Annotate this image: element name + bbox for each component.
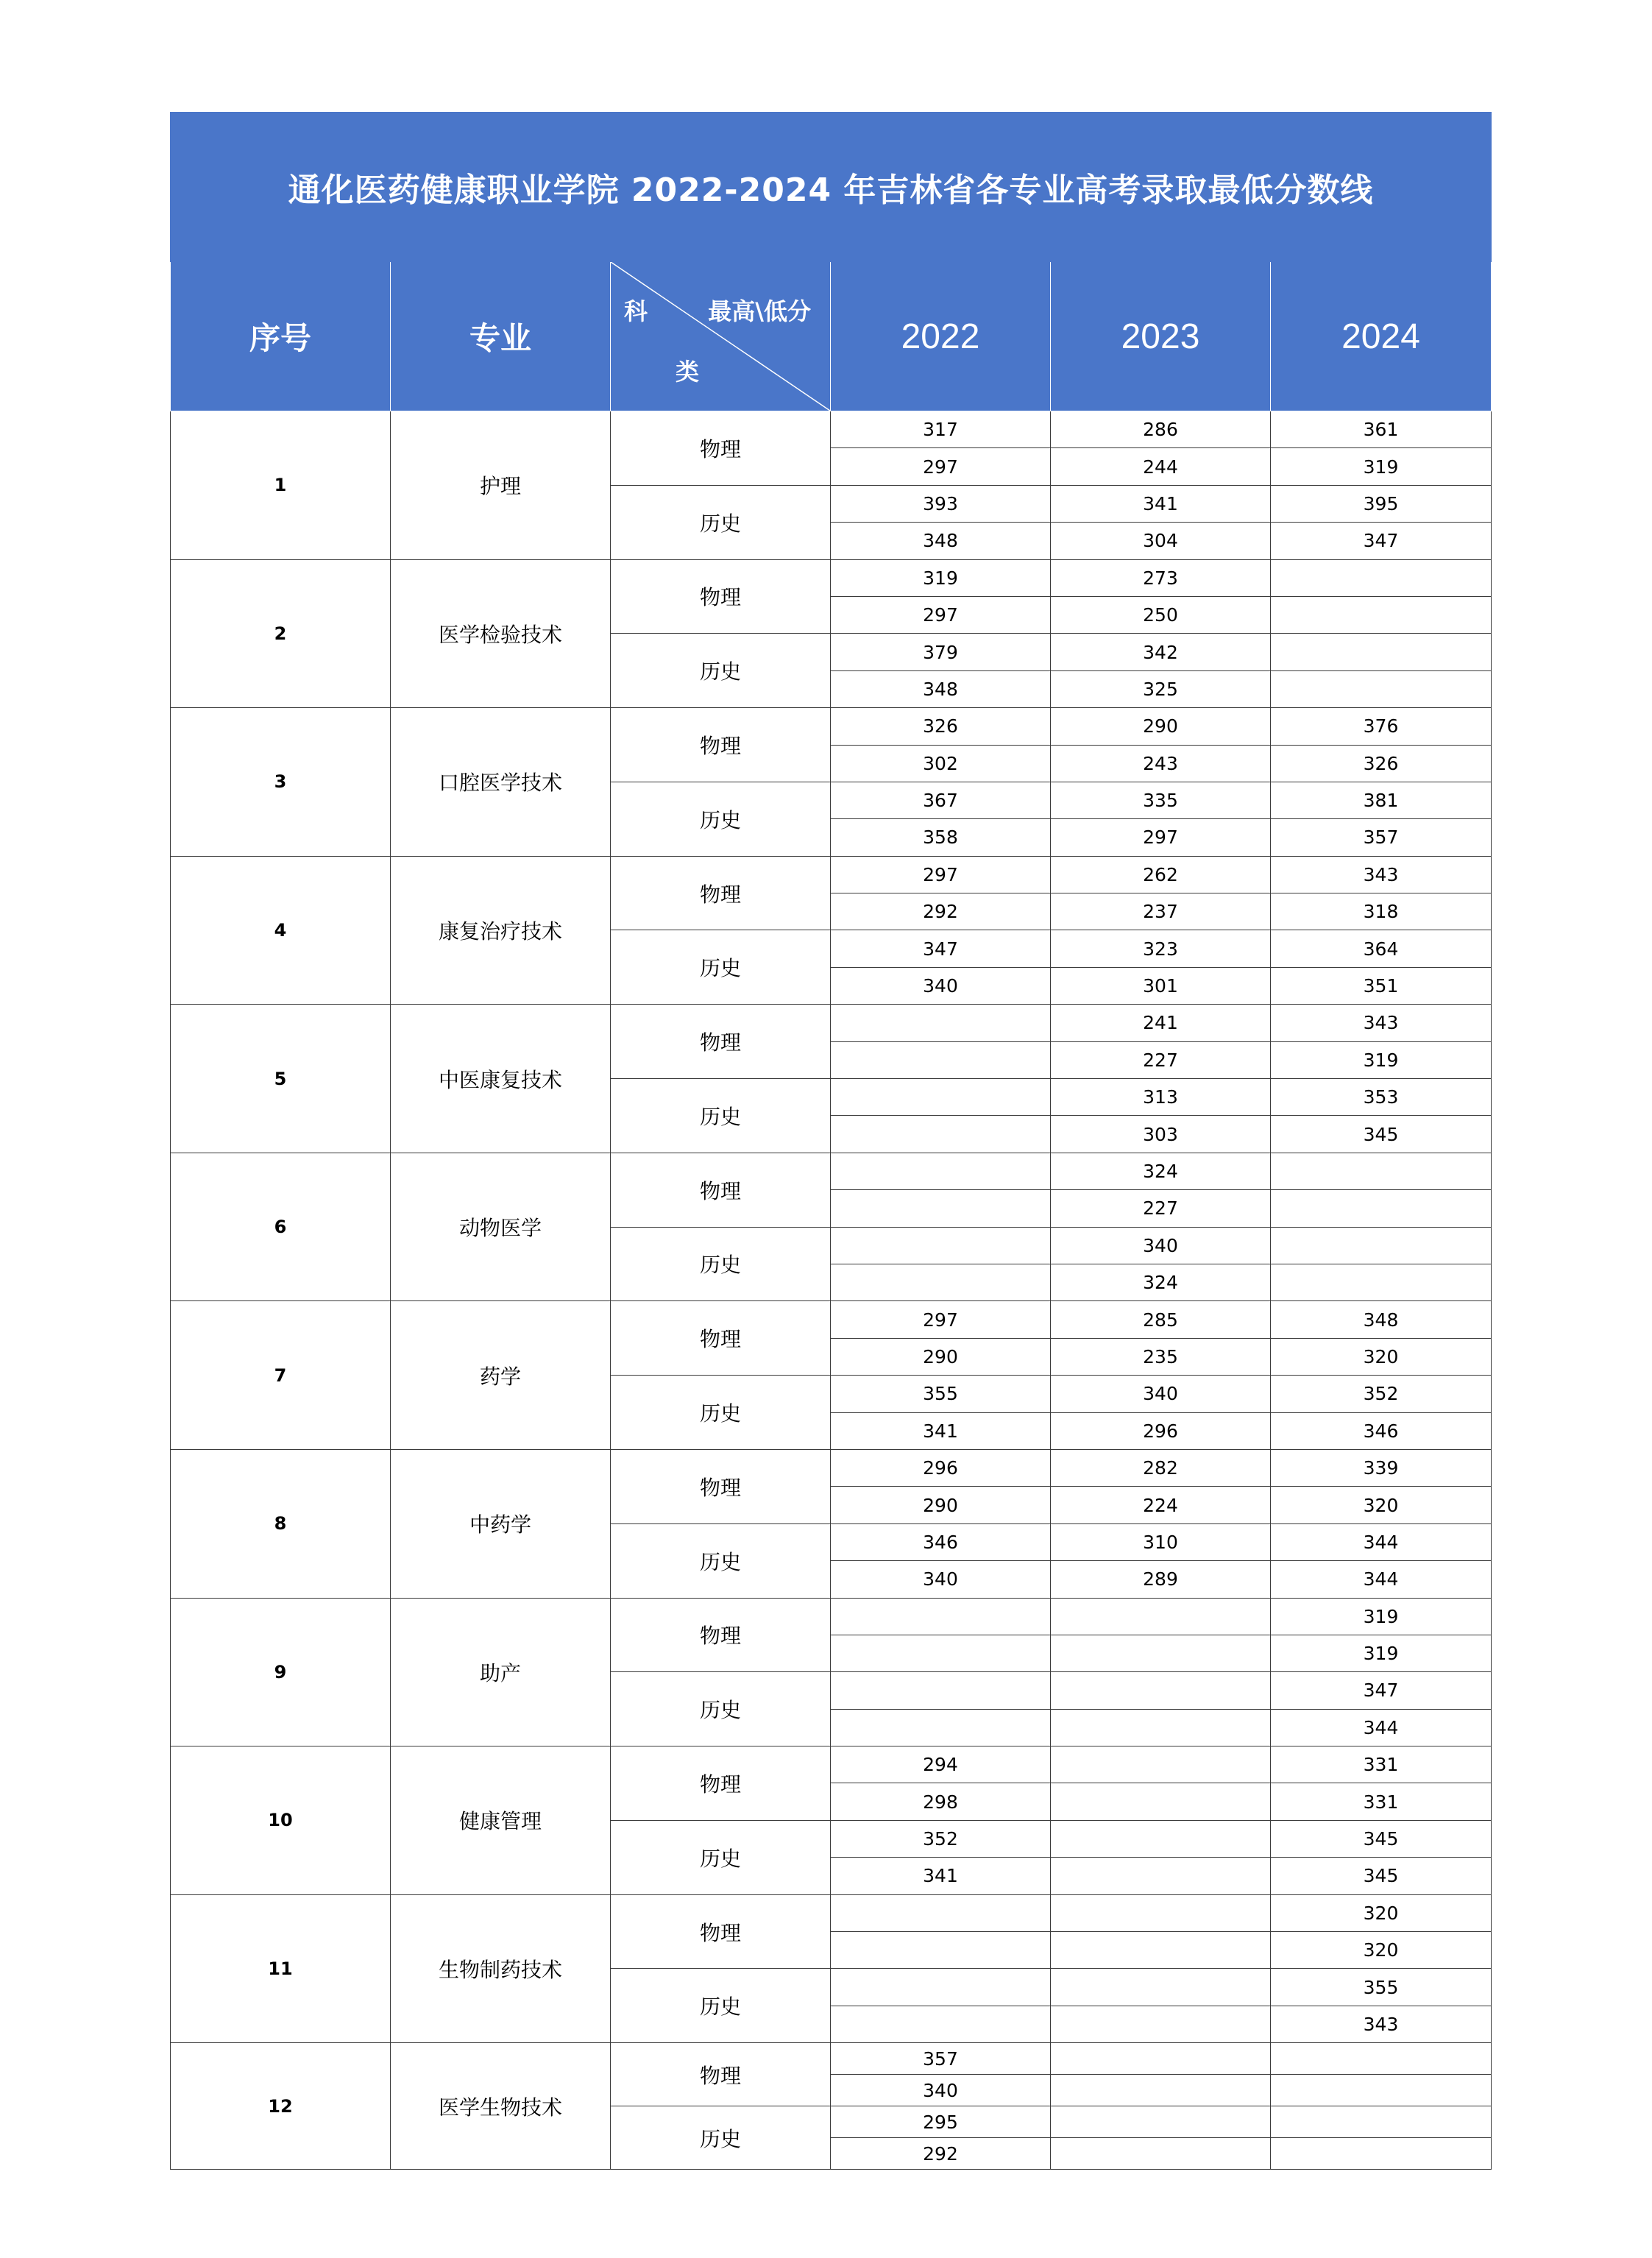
score-cell: 331: [1271, 1783, 1492, 1820]
score-cell: 310: [1051, 1523, 1271, 1560]
score-cell: 355: [831, 1376, 1051, 1412]
score-cell: 295: [831, 2106, 1051, 2138]
row-index: 1: [171, 411, 391, 560]
score-cell: 347: [1271, 1672, 1492, 1709]
score-cell: 347: [1271, 523, 1492, 559]
table-row: [171, 1449, 1492, 1486]
score-cell: [831, 1079, 1051, 1116]
score-cell: 290: [831, 1338, 1051, 1375]
score-cell: 379: [831, 634, 1051, 670]
score-cell: [831, 1932, 1051, 1969]
row-index: 11: [171, 1894, 391, 2043]
score-cell: [831, 1598, 1051, 1635]
score-cell: 351: [1271, 967, 1492, 1004]
score-cell: [831, 1227, 1051, 1264]
row-major: 中医康复技术: [391, 1005, 611, 1153]
header-year-2023: 2023: [1051, 262, 1271, 411]
header-index: 序号: [171, 262, 391, 411]
row-major: 护理: [391, 411, 611, 560]
score-cell: 297: [1051, 819, 1271, 856]
subject-history: 历史: [611, 1969, 831, 2043]
diagonal-divider: [611, 262, 830, 411]
score-cell: [831, 1894, 1051, 1931]
subject-history: 历史: [611, 2106, 831, 2170]
row-major: 医学生物技术: [391, 2043, 611, 2170]
row-index: 12: [171, 2043, 391, 2170]
score-cell: 348: [1271, 1301, 1492, 1338]
score-cell: [1271, 559, 1492, 596]
score-cell: [831, 1264, 1051, 1300]
score-cell: 319: [1271, 448, 1492, 485]
score-cell: 348: [831, 523, 1051, 559]
score-cell: [1051, 2106, 1271, 2138]
row-major: 中药学: [391, 1449, 611, 1598]
score-cell: 320: [1271, 1487, 1492, 1523]
subject-history: 历史: [611, 1227, 831, 1301]
row-major: 药学: [391, 1301, 611, 1450]
score-cell: 289: [1051, 1561, 1271, 1598]
score-cell: 241: [1051, 1005, 1271, 1041]
score-cell: 361: [1271, 411, 1492, 448]
score-cell: [831, 1190, 1051, 1227]
score-cell: 262: [1051, 856, 1271, 893]
score-cell: 357: [1271, 819, 1492, 856]
score-cell: 324: [1051, 1264, 1271, 1300]
score-cell: 290: [1051, 708, 1271, 745]
score-cell: 341: [831, 1412, 1051, 1449]
title-row: [171, 113, 1492, 262]
score-cell: 294: [831, 1746, 1051, 1783]
score-cell: 358: [831, 819, 1051, 856]
score-cell: [1051, 1709, 1271, 1746]
subject-history: 历史: [611, 782, 831, 856]
score-cell: 227: [1051, 1190, 1271, 1227]
row-major: 医学检验技术: [391, 559, 611, 708]
score-cell: [831, 1116, 1051, 1153]
score-cell: [1051, 1820, 1271, 1857]
score-cell: 244: [1051, 448, 1271, 485]
row-index: 3: [171, 708, 391, 857]
header-diag-ke: 科: [624, 297, 648, 325]
header-diag-top: 最高\低分: [708, 297, 811, 325]
score-cell: [1271, 1190, 1492, 1227]
score-cell: [1051, 2043, 1271, 2075]
score-cell: 317: [831, 411, 1051, 448]
header-year-2024: 2024: [1271, 262, 1492, 411]
header-row: [171, 262, 1492, 411]
score-cell: 393: [831, 485, 1051, 522]
score-cell: 340: [831, 2075, 1051, 2106]
score-cell: 320: [1271, 1338, 1492, 1375]
row-major: 口腔医学技术: [391, 708, 611, 857]
score-cell: [831, 1969, 1051, 2006]
score-cell: 297: [831, 596, 1051, 633]
score-cell: 340: [831, 1561, 1051, 1598]
score-cell: [1271, 634, 1492, 670]
score-cell: 348: [831, 670, 1051, 707]
score-cell: [831, 1041, 1051, 1078]
score-cell: [1051, 1932, 1271, 1969]
subject-physics: 物理: [611, 1153, 831, 1227]
score-cell: 343: [1271, 1005, 1492, 1041]
score-cell: [831, 1672, 1051, 1709]
score-cell: 345: [1271, 1116, 1492, 1153]
score-cell: [1271, 2075, 1492, 2106]
score-cell: 343: [1271, 856, 1492, 893]
score-cell: 376: [1271, 708, 1492, 745]
score-cell: [831, 1709, 1051, 1746]
subject-history: 历史: [611, 930, 831, 1005]
score-cell: 323: [1051, 930, 1271, 967]
score-cell: [1271, 596, 1492, 633]
row-major: 动物医学: [391, 1153, 611, 1301]
subject-history: 历史: [611, 485, 831, 559]
score-cell: 326: [831, 708, 1051, 745]
score-cell: 346: [831, 1523, 1051, 1560]
header-diag-lei: 类: [676, 358, 700, 386]
score-cell: 227: [1051, 1041, 1271, 1078]
score-cell: 342: [1051, 634, 1271, 670]
score-cell: [1271, 1153, 1492, 1189]
subject-history: 历史: [611, 1079, 831, 1153]
score-cell: 352: [831, 1820, 1051, 1857]
table-row: [171, 708, 1492, 745]
score-cell: 292: [831, 893, 1051, 930]
row-index: 4: [171, 856, 391, 1005]
table-row: [171, 1301, 1492, 1338]
score-cell: [1051, 1783, 1271, 1820]
score-cell: [1271, 2106, 1492, 2138]
score-cell: [1051, 1894, 1271, 1931]
score-cell: 282: [1051, 1449, 1271, 1486]
score-cell: 357: [831, 2043, 1051, 2075]
score-cell: 301: [1051, 967, 1271, 1004]
score-cell: [831, 1153, 1051, 1189]
table-row: [171, 1005, 1492, 1041]
subject-physics: 物理: [611, 1301, 831, 1376]
row-index: 5: [171, 1005, 391, 1153]
score-cell: [1051, 1746, 1271, 1783]
score-cell: [1271, 2138, 1492, 2170]
score-cell: [1271, 1264, 1492, 1300]
header-year-2022: 2022: [831, 262, 1051, 411]
row-major: 康复治疗技术: [391, 856, 611, 1005]
score-cell: 304: [1051, 523, 1271, 559]
score-cell: 326: [1271, 745, 1492, 782]
score-cell: 319: [831, 559, 1051, 596]
subject-history: 历史: [611, 1376, 831, 1450]
score-cell: 273: [1051, 559, 1271, 596]
header-major: 专业: [391, 262, 611, 411]
score-cell: 364: [1271, 930, 1492, 967]
score-cell: [1051, 2075, 1271, 2106]
score-cell: 395: [1271, 485, 1492, 522]
row-major: 助产: [391, 1598, 611, 1746]
score-cell: 320: [1271, 1932, 1492, 1969]
score-table: [170, 112, 1492, 2170]
score-cell: 320: [1271, 1894, 1492, 1931]
subject-physics: 物理: [611, 411, 831, 486]
score-cell: 319: [1271, 1041, 1492, 1078]
table-row: [171, 1894, 1492, 1931]
score-cell: 345: [1271, 1820, 1492, 1857]
score-cell: 319: [1271, 1635, 1492, 1671]
score-cell: 331: [1271, 1746, 1492, 1783]
score-table-page: [170, 112, 1491, 2170]
subject-physics: 物理: [611, 559, 831, 634]
row-index: 7: [171, 1301, 391, 1450]
score-cell: 324: [1051, 1153, 1271, 1189]
score-cell: 341: [1051, 485, 1271, 522]
score-cell: 367: [831, 782, 1051, 818]
score-cell: 296: [831, 1449, 1051, 1486]
score-cell: 235: [1051, 1338, 1271, 1375]
score-cell: [1051, 2138, 1271, 2170]
score-cell: [1051, 1969, 1271, 2006]
subject-history: 历史: [611, 1820, 831, 1894]
score-cell: 319: [1271, 1598, 1492, 1635]
score-cell: 340: [831, 967, 1051, 1004]
score-cell: 341: [831, 1858, 1051, 1894]
table-row: [171, 559, 1492, 596]
score-cell: 325: [1051, 670, 1271, 707]
score-cell: 318: [1271, 893, 1492, 930]
subject-physics: 物理: [611, 1449, 831, 1523]
table-row: [171, 1598, 1492, 1635]
row-major: 健康管理: [391, 1746, 611, 1895]
subject-physics: 物理: [611, 708, 831, 782]
score-cell: 303: [1051, 1116, 1271, 1153]
score-cell: 381: [1271, 782, 1492, 818]
subject-physics: 物理: [611, 1746, 831, 1821]
score-cell: 290: [831, 1487, 1051, 1523]
row-index: 10: [171, 1746, 391, 1895]
score-cell: 243: [1051, 745, 1271, 782]
score-cell: 355: [1271, 1969, 1492, 2006]
subject-history: 历史: [611, 634, 831, 708]
score-cell: 353: [1271, 1079, 1492, 1116]
score-cell: 343: [1271, 2006, 1492, 2042]
score-cell: 297: [831, 856, 1051, 893]
score-cell: [831, 2006, 1051, 2042]
score-cell: [831, 1635, 1051, 1671]
score-cell: 339: [1271, 1449, 1492, 1486]
score-cell: 344: [1271, 1709, 1492, 1746]
row-index: 8: [171, 1449, 391, 1598]
score-cell: [1051, 2006, 1271, 2042]
score-cell: 346: [1271, 1412, 1492, 1449]
subject-physics: 物理: [611, 2043, 831, 2106]
table-row: [171, 1153, 1492, 1189]
table-title: 通化医药健康职业学院 2022-2024 年吉林省各专业高考录取最低分数线: [171, 113, 1492, 262]
subject-physics: 物理: [611, 1005, 831, 1079]
subject-history: 历史: [611, 1523, 831, 1598]
subject-physics: 物理: [611, 856, 831, 930]
score-cell: 352: [1271, 1376, 1492, 1412]
row-major: 生物制药技术: [391, 1894, 611, 2043]
subject-physics: 物理: [611, 1598, 831, 1672]
score-cell: [1051, 1635, 1271, 1671]
subject-history: 历史: [611, 1672, 831, 1746]
score-cell: 285: [1051, 1301, 1271, 1338]
score-cell: [1051, 1858, 1271, 1894]
score-cell: 286: [1051, 411, 1271, 448]
table-row: [171, 411, 1492, 448]
score-cell: 296: [1051, 1412, 1271, 1449]
score-cell: [1271, 2043, 1492, 2075]
score-cell: [1051, 1598, 1271, 1635]
score-cell: 224: [1051, 1487, 1271, 1523]
score-cell: [1271, 1227, 1492, 1264]
score-cell: 313: [1051, 1079, 1271, 1116]
score-cell: 298: [831, 1783, 1051, 1820]
score-cell: 297: [831, 448, 1051, 485]
score-cell: 250: [1051, 596, 1271, 633]
table-row: [171, 1746, 1492, 1783]
score-cell: 344: [1271, 1561, 1492, 1598]
score-cell: [831, 1005, 1051, 1041]
row-index: 9: [171, 1598, 391, 1746]
score-cell: 340: [1051, 1227, 1271, 1264]
score-cell: 335: [1051, 782, 1271, 818]
score-cell: 292: [831, 2138, 1051, 2170]
table-row: [171, 2043, 1492, 2075]
header-diagonal: [611, 262, 831, 411]
score-cell: 297: [831, 1301, 1051, 1338]
row-index: 6: [171, 1153, 391, 1301]
table-row: [171, 856, 1492, 893]
score-cell: 237: [1051, 893, 1271, 930]
score-cell: [1051, 1672, 1271, 1709]
score-cell: 340: [1051, 1376, 1271, 1412]
subject-physics: 物理: [611, 1894, 831, 1969]
score-cell: 344: [1271, 1523, 1492, 1560]
row-index: 2: [171, 559, 391, 708]
score-cell: 302: [831, 745, 1051, 782]
score-cell: [1271, 670, 1492, 707]
score-cell: 345: [1271, 1858, 1492, 1894]
score-cell: 347: [831, 930, 1051, 967]
